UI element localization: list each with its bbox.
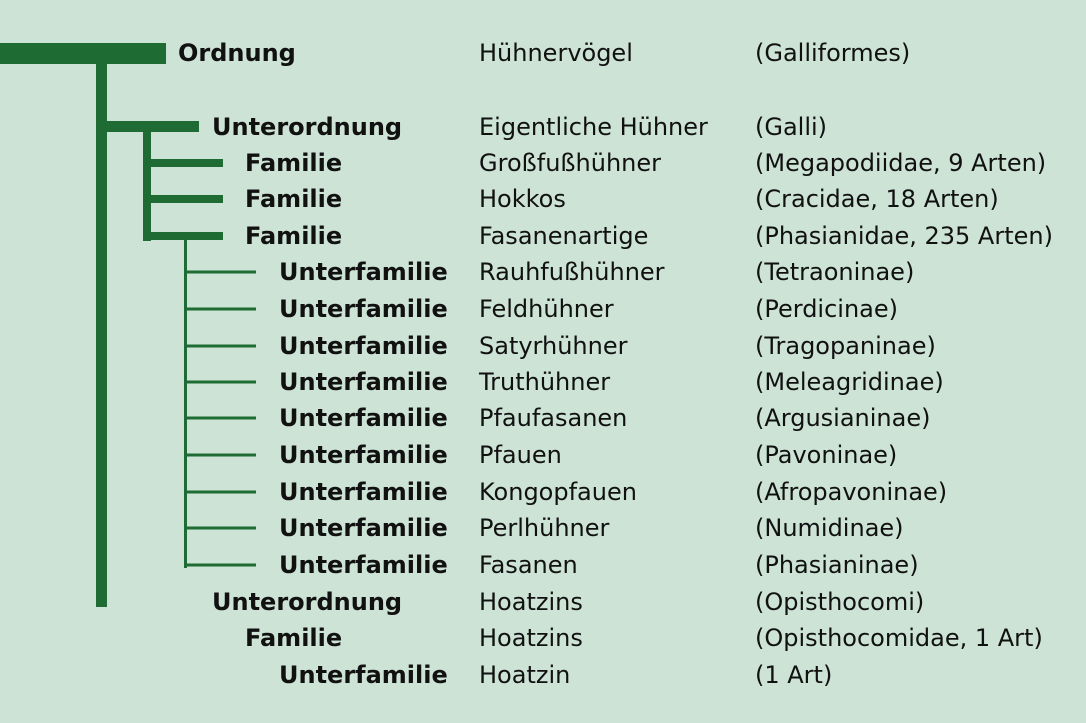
taxon-rank: Unterfamilie: [279, 441, 448, 469]
taxon-scientific-name: (Galliformes): [755, 39, 911, 67]
taxon-common-name: Rauhfußhühner: [479, 258, 665, 286]
taxon-rank: Ordnung: [178, 39, 296, 67]
taxon-rank: Familie: [245, 624, 343, 652]
taxon-rank: Unterfamilie: [279, 258, 448, 286]
taxon-common-name: Großfußhühner: [479, 149, 661, 177]
taxon-row: [0, 145, 1086, 181]
taxon-row: [0, 584, 1086, 620]
taxon-row: [0, 657, 1086, 693]
taxon-rank: Unterfamilie: [279, 478, 448, 506]
taxon-common-name: Satyrhühner: [479, 332, 628, 360]
taxon-rank: Unterfamilie: [279, 295, 448, 323]
taxon-common-name: Hühnervögel: [479, 39, 633, 67]
taxon-scientific-name: (Argusianinae): [755, 404, 931, 432]
taxon-common-name: Pfauen: [479, 441, 562, 469]
taxon-row: [0, 400, 1086, 436]
taxon-rank: Unterfamilie: [279, 551, 448, 579]
taxon-common-name: Perlhühner: [479, 514, 610, 542]
taxon-scientific-name: (Numidinae): [755, 514, 904, 542]
taxon-row: [0, 620, 1086, 656]
taxon-row: [0, 510, 1086, 546]
taxon-row: [0, 181, 1086, 217]
taxon-rank: Familie: [245, 185, 343, 213]
taxon-rank: Familie: [245, 149, 343, 177]
taxon-common-name: Pfaufasanen: [479, 404, 628, 432]
taxon-scientific-name: (Phasianidae, 235 Arten): [755, 222, 1053, 250]
taxon-scientific-name: (Tetraoninae): [755, 258, 915, 286]
taxon-row: [0, 547, 1086, 583]
taxon-row: [0, 109, 1086, 145]
taxon-scientific-name: (1 Art): [755, 661, 833, 689]
taxon-scientific-name: (Phasianinae): [755, 551, 919, 579]
taxon-row: [0, 437, 1086, 473]
taxon-row: [0, 35, 1086, 71]
taxon-common-name: Fasanen: [479, 551, 578, 579]
taxon-row: [0, 291, 1086, 327]
taxon-common-name: Truthühner: [479, 368, 611, 396]
taxon-common-name: Eigentliche Hühner: [479, 113, 708, 141]
taxon-scientific-name: (Galli): [755, 113, 828, 141]
taxon-common-name: Hoatzin: [479, 661, 571, 689]
taxon-row: [0, 364, 1086, 400]
taxon-scientific-name: (Perdicinae): [755, 295, 899, 323]
taxon-common-name: Fasanenartige: [479, 222, 649, 250]
taxon-scientific-name: (Meleagridinae): [755, 368, 944, 396]
taxon-scientific-name: (Opisthocomi): [755, 588, 925, 616]
taxon-scientific-name: (Afropavoninae): [755, 478, 948, 506]
taxon-row: [0, 474, 1086, 510]
taxon-rank: Unterordnung: [212, 588, 403, 616]
taxon-common-name: Hokkos: [479, 185, 566, 213]
taxon-scientific-name: (Tragopaninae): [755, 332, 936, 360]
taxon-scientific-name: (Cracidae, 18 Arten): [755, 185, 999, 213]
taxon-common-name: Kongopfauen: [479, 478, 637, 506]
taxon-common-name: Hoatzins: [479, 624, 583, 652]
taxon-scientific-name: (Megapodiidae, 9 Arten): [755, 149, 1047, 177]
taxon-rank: Unterordnung: [212, 113, 403, 141]
taxon-common-name: Feldhühner: [479, 295, 614, 323]
taxon-rank: Unterfamilie: [279, 661, 448, 689]
taxon-rank: Unterfamilie: [279, 514, 448, 542]
taxon-rank: Unterfamilie: [279, 368, 448, 396]
taxon-rank: Unterfamilie: [279, 404, 448, 432]
taxon-row: [0, 328, 1086, 364]
taxon-scientific-name: (Pavoninae): [755, 441, 898, 469]
taxon-common-name: Hoatzins: [479, 588, 583, 616]
taxon-rank: Unterfamilie: [279, 332, 448, 360]
taxon-row: [0, 218, 1086, 254]
taxon-row: [0, 254, 1086, 290]
taxon-rank: Familie: [245, 222, 343, 250]
taxon-scientific-name: (Opisthocomidae, 1 Art): [755, 624, 1043, 652]
